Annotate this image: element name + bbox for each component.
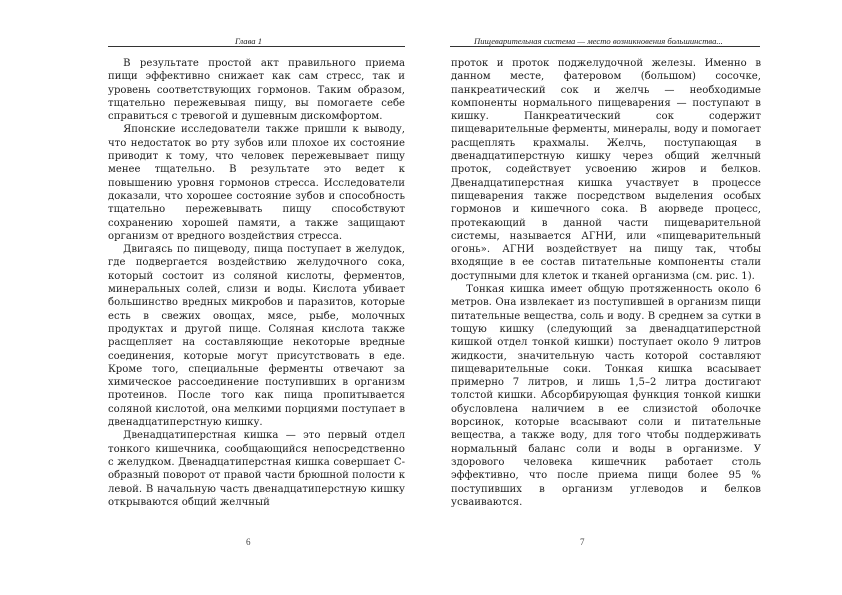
right-page-text <box>451 57 761 509</box>
right-page <box>421 0 842 595</box>
paragraph: проток и проток поджелудочной железы. Именно в данном месте, фатеровом (большом) сосочке, панкреатический сок и желчь — необходимые компоненты нормального пищеварения — поступают в кишку. Панкреатический сок содержит пищеварительные ферменты, минералы, воду и помогает расщеплять крахмалы. Желчь, поступающая в двенадцатиперстную кишку через общий желчный проток, содействует усвоению жиров и белков. Двенадцатиперстная кишка участвует в процессе пищеварения также посредством выделения особых гормонов и кишечного сока. В аюрведе процесс, протекающий в данной части пищеварительной системы, называется АГНИ, или «пищеварительный огонь». АГНИ воздействует на пищу так, чтобы входящие в ее состав питательные компоненты стали доступными для клеток и тканей организма (см. рис. 1). <box>451 58 761 282</box>
paragraph: Двенадцатиперстная кишка — это первый отдел тонкого кишечника, сообщающийся непосредственно с желудком. Двенадцатиперстная кишка совершает С-образный поворот от правой части брюшной полости к левой. В начальную часть двенадцатиперстную кишку открываются общий желчный <box>108 430 405 508</box>
page-number-left: 6 <box>246 537 251 547</box>
header-rule-right <box>450 46 760 47</box>
paragraph: В результате простой акт правильного приема пищи эффективно снижает как сам стресс, так и уровень соответствующих гормонов. Таким образом, тщательно пережевывая пищу, вы помогаете себе справиться с тревогой и душевным дискомфортом. <box>108 58 405 123</box>
running-header-right: Пищеварительная система — место возникновения большинства... <box>474 36 723 46</box>
paragraph: Тонкая кишка имеет общую протяженность около 6 метров. Она извлекает из поступившей в организм пищи питательные вещества, соль и воду. В среднем за сутки в тощую кишку (следующий за двенадцатиперстной кишкой отдел тонкой кишки) поступает около 9 литров жидкости, значительную часть которой составляют пищеварительные соки. Тонкая кишка всасывает примерно 7 литров, и лишь 1,5–2 литра достигают толстой кишки. Абсорбирующая функция тонкой кишки обусловлена наличием в ее слизистой оболочке ворсинок, которые всасывают соли и питательные вещества, а также воду, для того чтобы поддерживать нормальный баланс соли и воды в организме. У здорового человека кишечник работает столь эффективно, что после приема пищи более 95 % поступивших в организм углеводов и белков усваиваются. <box>451 284 761 508</box>
page-number-right: 7 <box>580 537 585 547</box>
running-header-left: Глава 1 <box>235 36 262 46</box>
paragraph: Японские исследователи также пришли к выводу, что недостаток во рту зубов или плохое их состояние приводит к тому, что человек пережевывает пищу менее тщательно. В результате это ведет к повышению уровня гормонов стресса. Исследователи доказали, что хорошее состояние зубов и способность тщательно пережевывать пищу способствуют сохранению хорошей памяти, а также защищают организм от вредного воздействия стресса. <box>108 124 405 242</box>
paragraph: Двигаясь по пищеводу, пища поступает в желудок, где подвергается воздействию желудочного сока, который состоит из соляной кислоты, ферментов, минеральных солей, слизи и воды. Кислота убивает большинство вредных микробов и паразитов, которые есть в свежих овощах, мясе, рыбе, молочных продуктах и другой пище. Соляная кислота также расщепляет на составляющие некоторые вредные соединения, которые могут присутствовать в еде. Кроме того, специальные ферменты отвечают за химическое рассоединение поступивших в организм протеинов. После того как пища пропитывается соляной кислотой, она мелкими порциями поступает в двенадцатиперстную кишку. <box>108 244 405 429</box>
header-rule-left <box>108 46 405 47</box>
left-page-text <box>108 57 405 509</box>
